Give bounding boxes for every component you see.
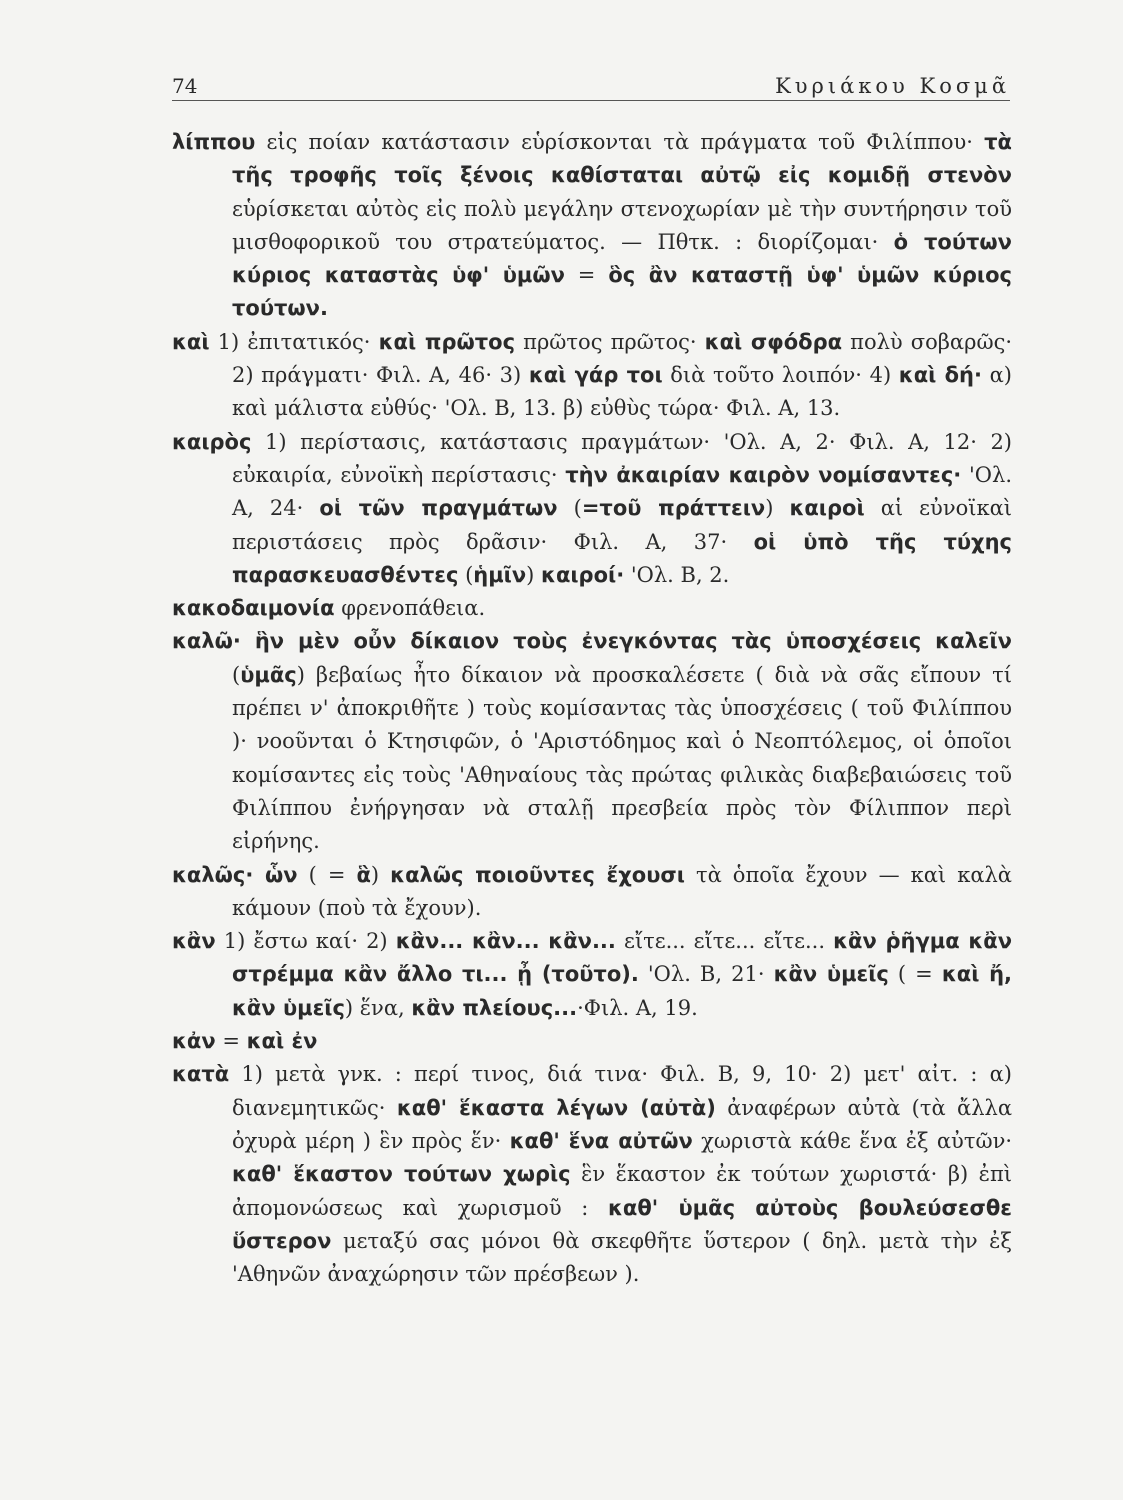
entry-text: ( = bbox=[888, 962, 942, 987]
entry-text: 'Ολ. Β, 2. bbox=[624, 562, 730, 587]
entry-text: 'Ολ. Β, 21· bbox=[638, 962, 774, 987]
glossary-entry bbox=[172, 126, 1012, 326]
entry-text: 1) ἐπιτατικός· bbox=[209, 329, 379, 354]
entry-text: = bbox=[564, 263, 609, 288]
bold-term: καθ' ὑμᾶς αὐτοὺς βουλεύσεσθε ὕστερον bbox=[232, 1195, 1012, 1253]
bold-term: κἂν ὑμεῖς bbox=[773, 962, 889, 987]
bold-term: καλῶς ποιοῦντες ἔχουσι bbox=[390, 862, 685, 887]
bold-term: τὰ τῆς τροφῆς τοῖς ξένοις καθίσταται αὐτῷ εἰς κομιδῇ στενὸν bbox=[232, 130, 1012, 188]
entry-text: αἱ εὐνοϊκαὶ περιστάσεις πρὸς δρᾶσιν· Φιλ. Α, 37· bbox=[232, 496, 1012, 554]
bold-term: κἀν bbox=[172, 1029, 216, 1054]
entry-text: ) bbox=[765, 496, 790, 521]
entry-text: εἰς ποίαν κατάστασιν εὑρίσκονται τὰ πράγματα τοῦ Φιλίππου· bbox=[255, 130, 985, 154]
bold-term: καλῶ· ἣν μὲν οὖν δίκαιον τοὺς ἐνεγκόντας τὰς ὑποσχέσεις καλεῖν bbox=[172, 629, 1012, 654]
entry-text: ·Φιλ. Α, 19. bbox=[577, 995, 698, 1020]
entry-text: διὰ τοῦτο λοιπόν· 4) bbox=[662, 363, 899, 388]
bold-term: ἃ bbox=[356, 862, 371, 887]
bold-term: κἂν πλείους... bbox=[411, 995, 578, 1020]
glossary-entry bbox=[172, 1058, 1012, 1291]
entry-text: ) βεβαίως ἦτο δίκαιον νὰ προσκαλέσετε ( διὰ νὰ σᾶς εἴπουν τί πρέπει ν' ἀποκριθῆτε ) τοὺς κομίσαντας τὰς ὑποσχέσεις ( τοῦ Φιλίππου )· νοοῦνται ὁ Κτησιφῶν, ὁ 'Αριστόδημος καὶ ὁ Νεοπτόλεμος, οἱ ὁποῖοι κομίσαντες εἰς τοὺς 'Αθηναίους τὰς πρώτας φιλικὰς διαβεβαιώσεις τοῦ Φιλίππου ἐνήργησαν νὰ σταλῇ πρεσβεία πρὸς τὸν Φίλιππον περὶ εἰρήνης. bbox=[232, 662, 1012, 854]
bold-term: ὑμᾶς bbox=[240, 662, 297, 687]
bold-term: ὁ τούτων κύριος καταστὰς ὑφ' ὑμῶν bbox=[232, 229, 1012, 288]
entry-text: α) καὶ μάλιστα εὐθύς· 'Ολ. Β, 13. β) εὐθὺς τώρα· Φιλ. Α, 13. bbox=[232, 363, 1012, 421]
bold-term: καὶ bbox=[172, 329, 210, 354]
bold-term: καιροὶ bbox=[789, 496, 865, 521]
bold-term: ὃς ἂν καταστῇ ὑφ' ὑμῶν κύριος τούτων. bbox=[232, 263, 1012, 321]
entry-text: πολὺ σοβαρῶς· 2) πράγματι· Φιλ. Α, 46· 3) bbox=[232, 329, 1013, 388]
bold-term: καθ' ἕκαστα λέγων (αὐτὰ) bbox=[396, 1095, 716, 1120]
entry-text: ( bbox=[232, 662, 241, 687]
entry-text: 1) ἔστω καί· 2) bbox=[215, 929, 396, 954]
entry-text: τὰ ὁποῖα ἔχουν — καὶ καλὰ κάμουν (ποὺ τὰ ἔχουν). bbox=[232, 862, 1012, 920]
bold-term: καὶ ἤ, κἂν ὑμεῖς bbox=[232, 962, 1012, 1020]
entry-text: μεταξύ σας μόνοι θὰ σκεφθῆτε ὕστερον ( δηλ. μετὰ τὴν ἐξ 'Αθηνῶν ἀναχώρησιν τῶν πρέσβεων ). bbox=[232, 1228, 1012, 1287]
entry-text: ) bbox=[370, 862, 391, 887]
entry-text: ( bbox=[458, 562, 474, 587]
entry-text: 'Ολ. Α, 24· bbox=[232, 462, 1012, 521]
entry-text: πρῶτος πρῶτος· bbox=[515, 329, 705, 354]
bold-term: κατὰ bbox=[172, 1062, 230, 1087]
entry-text: φρενοπάθεια. bbox=[334, 596, 486, 621]
page-header bbox=[172, 70, 1010, 101]
glossary-entry bbox=[172, 426, 1012, 592]
glossary-entry bbox=[172, 1025, 1012, 1058]
bold-term: λίππου bbox=[172, 130, 256, 154]
bold-term: καὶ δή· bbox=[898, 363, 982, 388]
entry-text: ἓν ἕκαστον ἐκ τούτων χωριστά· β) ἐπὶ ἀπομονώσεως καὶ χωρισμοῦ : bbox=[232, 1162, 1012, 1220]
entry-text: = bbox=[215, 1029, 247, 1054]
bold-term: κἂν bbox=[172, 929, 216, 954]
bold-term: καὶ σφόδρα bbox=[704, 329, 843, 354]
glossary-entry bbox=[172, 326, 1012, 426]
bold-term: καθ' ἕνα αὐτῶν bbox=[509, 1128, 693, 1153]
entry-text: ) bbox=[526, 562, 542, 587]
glossary-entries bbox=[172, 126, 1012, 1291]
entry-text: ) ἕνα, bbox=[344, 995, 412, 1020]
entry-text: 1) μετὰ γνκ. : περί τινος, διά τινα· Φιλ. Β, 9, 10· 2) μετ' αἰτ. : α) διανεμητικῶς· bbox=[229, 1062, 1012, 1120]
bold-term: =τοῦ πράττειν bbox=[581, 496, 766, 521]
bold-term: καὶ ἐν bbox=[246, 1029, 318, 1054]
entry-text: ἀναφέρων αὐτὰ (τὰ ἄλλα ὀχυρὰ μέρη ) ἓν πρὸς ἕν· bbox=[232, 1095, 1013, 1153]
glossary-entry bbox=[172, 592, 1012, 625]
bold-term: κἂν ῥῆγμα κἂν στρέμμα κἂν ἄλλο τι... ᾖ (τοῦτο). bbox=[232, 929, 1013, 987]
bold-term: ἡμῖν bbox=[473, 562, 527, 587]
bold-term: οἱ ὑπὸ τῆς τύχης παρασκευασθέντες bbox=[232, 529, 1012, 587]
bold-term: καιρὸς bbox=[172, 429, 252, 454]
entry-text: 1) περίστασις, κατάστασις πραγμάτων· 'Ολ. Α, 2· Φιλ. Α, 12· 2) εὐκαιρία, εὐνοϊκὴ περίστασις· bbox=[232, 429, 1012, 487]
entry-text: χωριστὰ κάθε ἕνα ἐξ αὐτῶν· bbox=[692, 1128, 1013, 1153]
glossary-entry bbox=[172, 859, 1012, 926]
bold-term: κακοδαιμονία bbox=[172, 596, 335, 621]
entry-text: εὑρίσκεται αὐτὸς εἰς πολὺ μεγάλην στενοχωρίαν μὲ τὴν συντήρησιν τοῦ μισθοφορικοῦ του στρατεύματος. — Πθτκ. : διορίζομαι· bbox=[232, 196, 1012, 254]
bold-term: κἂν... κἂν... κἂν... bbox=[395, 929, 616, 954]
bold-term: καθ' ἕκαστον τούτων χωρὶς bbox=[232, 1162, 571, 1187]
bold-term: καὶ γάρ τοι bbox=[528, 363, 663, 388]
page-number: 74 bbox=[172, 74, 198, 98]
bold-term: καλῶς· ὧν bbox=[172, 862, 298, 887]
bold-term: τὴν ἀκαιρίαν καιρὸν νομίσαντες· bbox=[565, 462, 962, 487]
bold-term: οἱ τῶν πραγμάτων bbox=[319, 496, 558, 521]
bold-term: καιροί· bbox=[541, 562, 625, 587]
bold-term: καὶ πρῶτος bbox=[378, 329, 516, 354]
running-head: Κυριάκου Κοσμᾶ bbox=[775, 74, 1010, 98]
glossary-entry bbox=[172, 925, 1012, 1025]
glossary-entry bbox=[172, 625, 1012, 858]
entry-text: εἴτε... εἴτε... εἴτε... bbox=[615, 929, 834, 954]
entry-text: ( bbox=[557, 496, 582, 521]
entry-text: ( = bbox=[297, 862, 357, 887]
